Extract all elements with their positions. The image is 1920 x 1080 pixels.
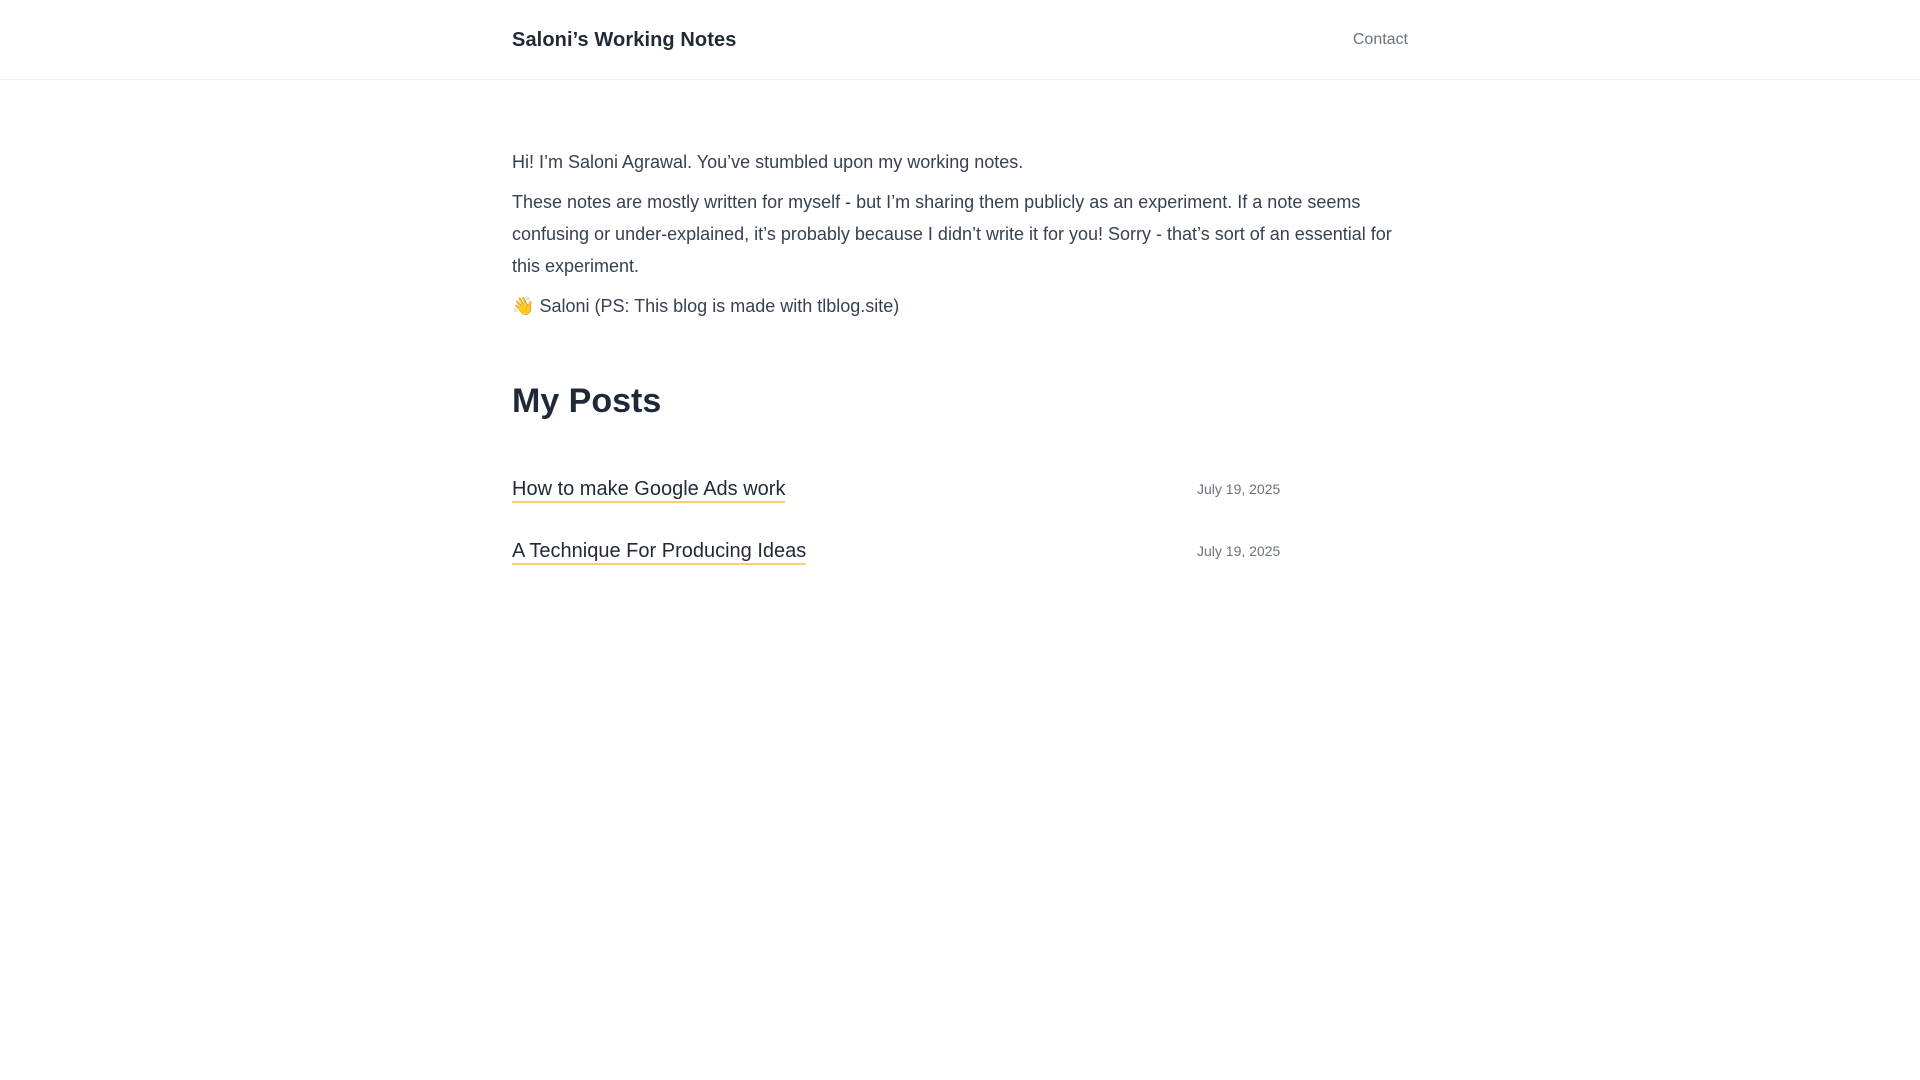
site-header xyxy=(0,0,1920,80)
post-title-cell xyxy=(512,478,1197,501)
intro-section xyxy=(512,146,1408,323)
signature-text: Saloni (PS: This blog is made with tlblog.site) xyxy=(539,296,900,316)
post-link[interactable]: How to make Google Ads work xyxy=(512,478,785,503)
waving-hand-icon: 👋 xyxy=(512,296,535,317)
header-inner xyxy=(512,0,1408,80)
posts-list xyxy=(512,461,1408,585)
post-date: July 19, 2025 xyxy=(1197,481,1281,497)
site-title-link[interactable]: Saloni’s Working Notes xyxy=(512,28,737,51)
post-item xyxy=(512,461,1408,517)
post-link[interactable]: A Technique For Producing Ideas xyxy=(512,540,806,565)
post-title-cell xyxy=(512,540,1197,563)
main-content xyxy=(512,80,1408,585)
post-item xyxy=(512,517,1408,585)
intro-greeting: Hi! I’m Saloni Agrawal. You’ve stumbled upon my working notes. xyxy=(512,152,1024,172)
intro-description: These notes are mostly written for myself - but I’m sharing them publicly as an experiment. If a note seems confusing or under-explained, it’s probably because I didn’t write it for you! Sorry - that’s sort of an essential for this experiment. xyxy=(512,192,1392,276)
post-date: July 19, 2025 xyxy=(1197,543,1281,559)
posts-heading: My Posts xyxy=(512,382,662,420)
intro-signature xyxy=(512,290,1408,323)
nav-contact-link[interactable]: Contact xyxy=(1352,31,1408,48)
